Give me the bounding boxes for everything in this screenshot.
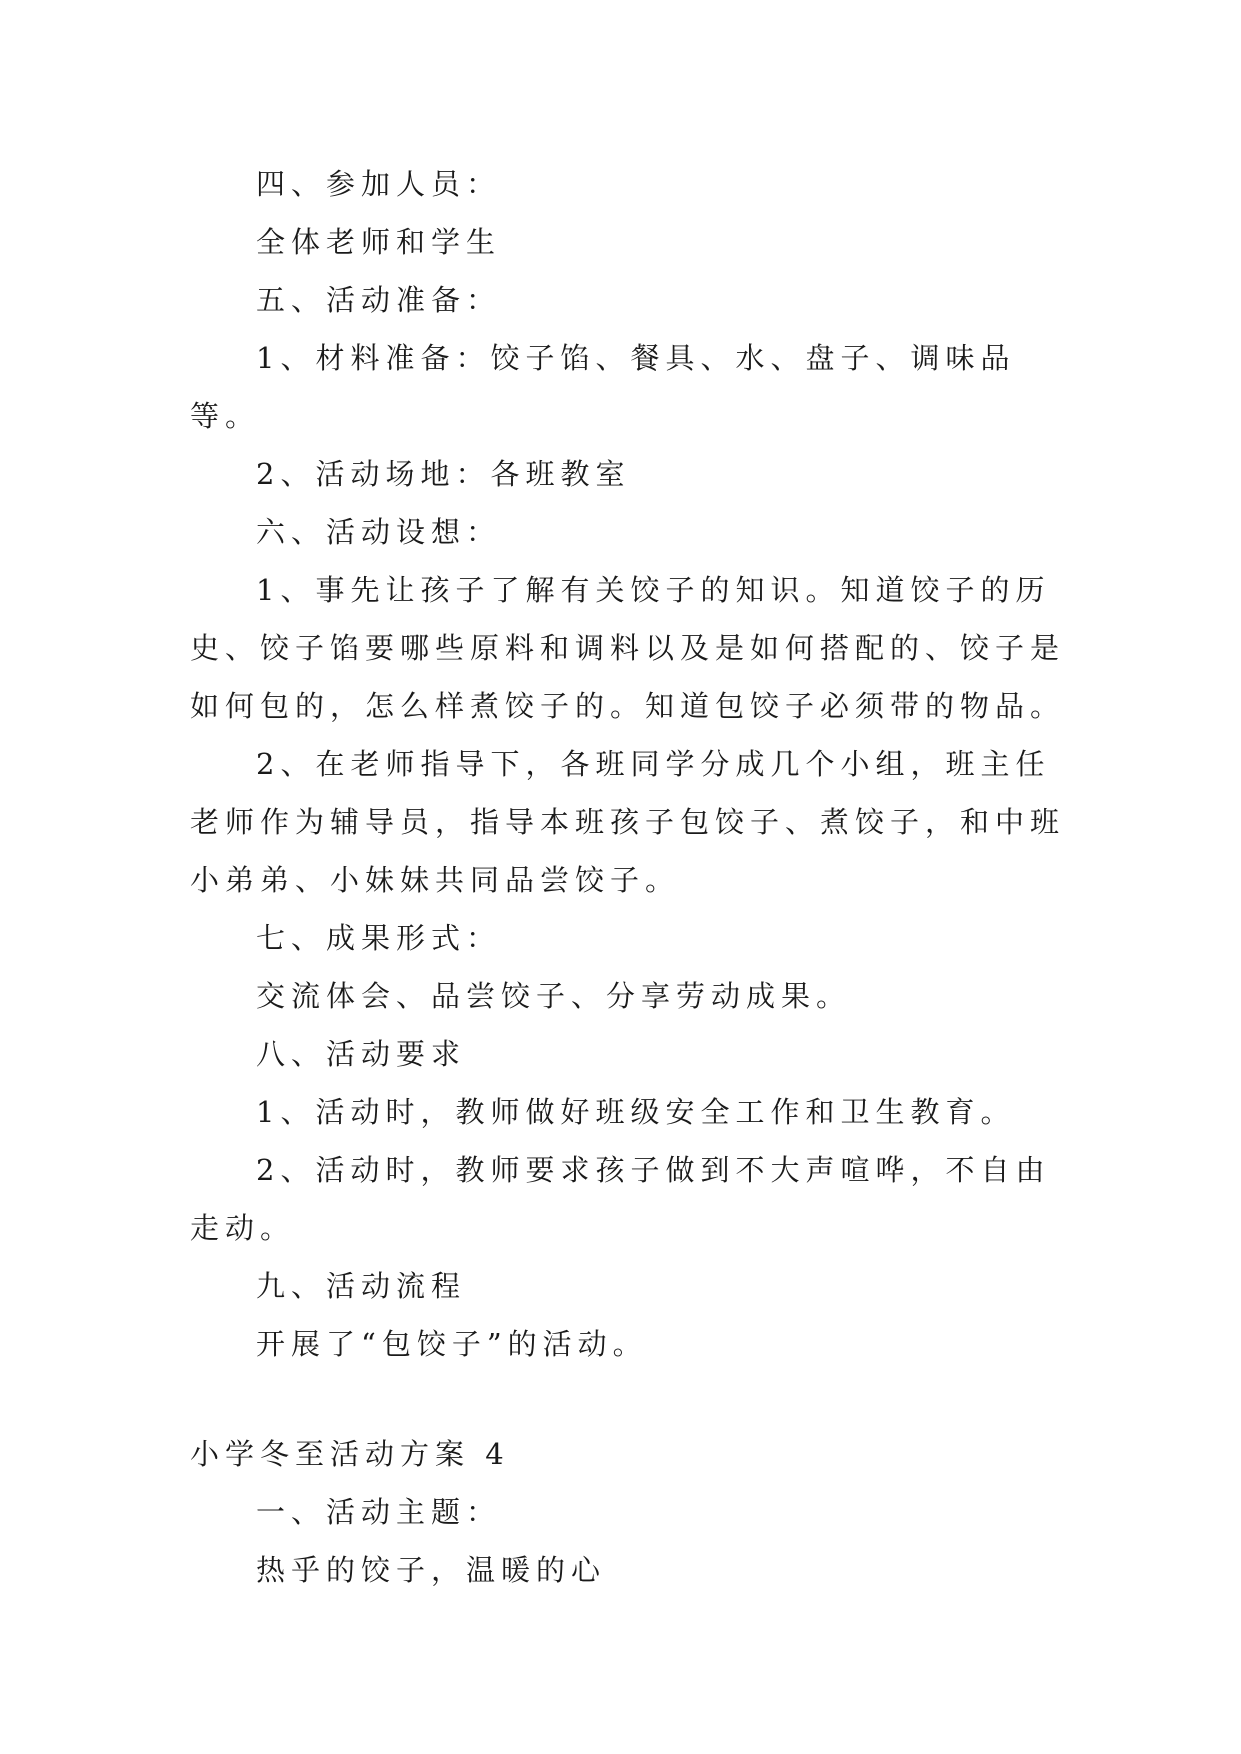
ideas-item-2: 2、在老师指导下，各班同学分成几个小组，班主任老师作为辅导员，指导本班孩子包饺子、煮饺子，和中班小弟弟、小妹妹共同品尝饺子。: [190, 747, 1066, 897]
heading-participants: 四、参加人员：: [256, 167, 502, 201]
section-gap: [190, 1373, 1070, 1425]
heading-requirements: 八、活动要求: [256, 1037, 467, 1071]
requirements-item-1: 1、活动时，教师做好班级安全工作和卫生教育。: [256, 1095, 1016, 1129]
heading-theme: 一、活动主题：: [256, 1495, 502, 1529]
ideas-item-1: 1、事先让孩子了解有关饺子的知识。知道饺子的历史、饺子馅要哪些原料和调料以及是如何搭配的、饺子是如何包的，怎么样煮饺子的。知道包饺子必须带的物品。: [190, 573, 1066, 723]
preparation-venue: 2、活动场地：各班教室: [256, 457, 631, 491]
heading-process: 九、活动流程: [256, 1269, 467, 1303]
theme-text: 热乎的饺子，温暖的心: [256, 1553, 607, 1587]
process-text: 开展了“包饺子”的活动。: [256, 1327, 648, 1361]
requirements-item-2: 2、活动时，教师要求孩子做到不大声喧哗，不自由走动。: [190, 1153, 1051, 1245]
participants-text: 全体老师和学生: [256, 225, 502, 259]
document-content: [190, 155, 1070, 1599]
heading-preparation: 五、活动准备：: [256, 283, 502, 317]
outcome-text: 交流体会、品尝饺子、分享劳动成果。: [256, 979, 852, 1013]
section-title: 小学冬至活动方案 4: [190, 1437, 510, 1471]
heading-ideas: 六、活动设想：: [256, 515, 502, 549]
heading-outcome: 七、成果形式：: [256, 921, 502, 955]
preparation-materials: 1、材料准备：饺子馅、餐具、水、盘子、调味品等。: [190, 341, 1016, 433]
